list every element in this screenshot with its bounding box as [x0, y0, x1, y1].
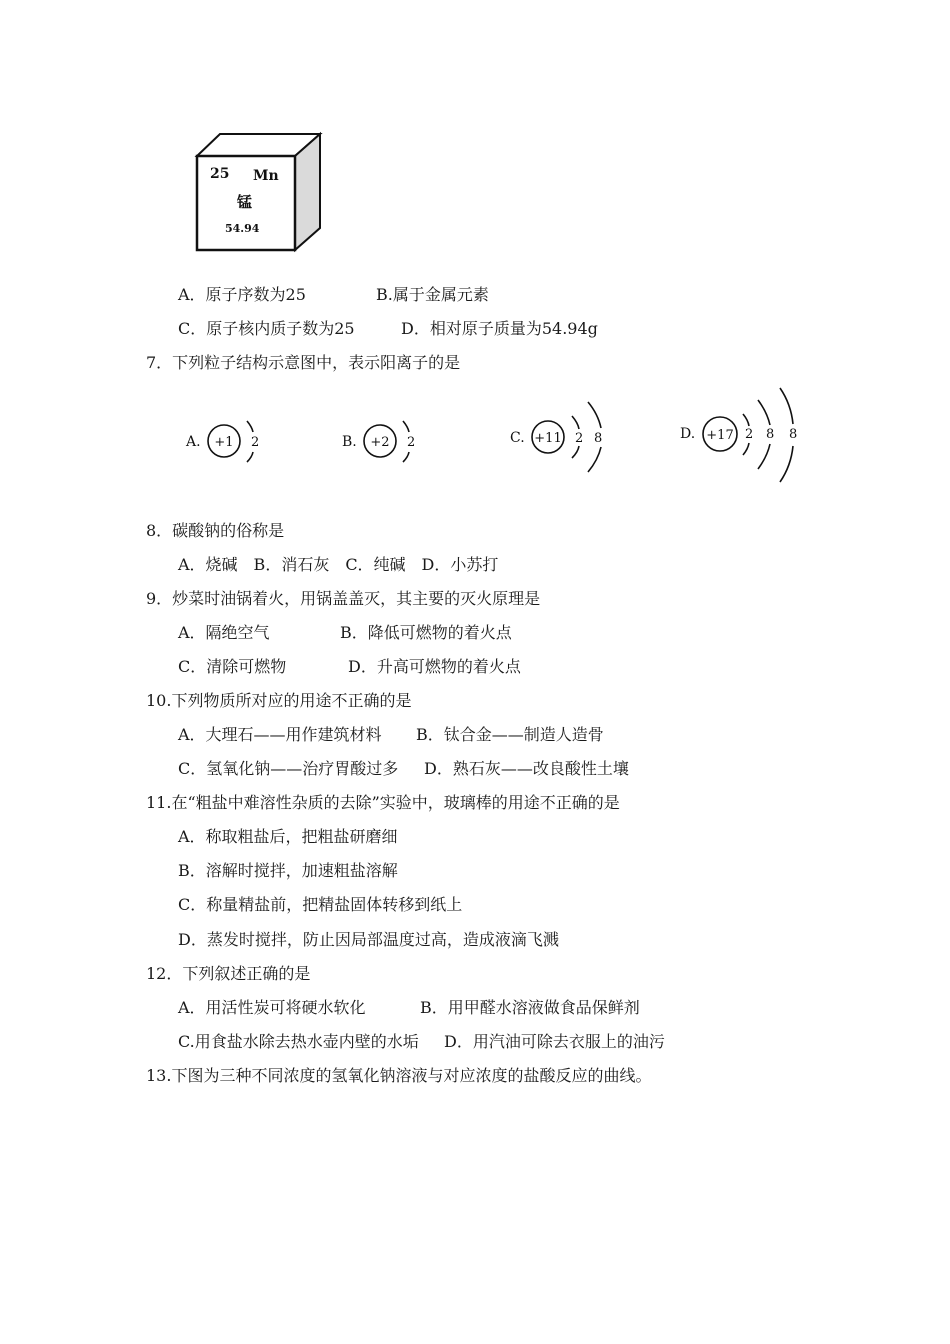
- q12-option-b: B．用甲醛水溶液做食品保鲜剂: [420, 998, 640, 1017]
- element-card-figure: [190, 128, 330, 256]
- q6-option-c: C．原子核内质子数为25: [178, 319, 355, 338]
- q7-diagram-c-shell-1-bottom: [572, 446, 579, 458]
- q7-diagram-b: [340, 410, 430, 472]
- q6-option-a: A．原子序数为25: [178, 285, 306, 304]
- q10-stem: 10.下列物质所对应的用途不正确的是: [146, 691, 412, 710]
- q7-diagram-a-shell-1-top: [247, 421, 253, 432]
- q7-diagram-d-shell-2-top: [758, 400, 770, 425]
- element-symbol: Mn: [253, 168, 279, 184]
- q9-option-a: A．隔绝空气: [178, 623, 270, 642]
- q7-diagram-c-charge: +11: [534, 431, 562, 446]
- q7-diagram-b-charge: +2: [370, 435, 390, 450]
- q12-stem: 12．下列叙述正确的是: [146, 964, 311, 983]
- q10-option-a: A．大理石——用作建筑材料: [178, 725, 382, 744]
- q12-option-a: A．用活性炭可将硬水软化: [178, 998, 366, 1017]
- q7-diagram-d-shell-1-bottom: [743, 443, 749, 455]
- q7-diagram-c-shell-1: 2: [575, 431, 584, 446]
- q7-diagram-d-shell-3-bottom: [780, 446, 793, 482]
- q13-stem: 13.下图为三种不同浓度的氢氧化钠溶液与对应浓度的盐酸反应的曲线。: [146, 1066, 652, 1085]
- q7-stem: 7．下列粒子结构示意图中，表示阳离子的是: [146, 353, 461, 372]
- q11-option-c: C．称量精盐前，把精盐固体转移到纸上: [178, 895, 463, 914]
- q7-diagram-c-label: C.: [510, 430, 525, 446]
- element-mass: 54.94: [225, 222, 260, 235]
- q11-stem: 11.在“粗盐中难溶性杂质的去除”实验中，玻璃棒的用途不正确的是: [146, 793, 620, 812]
- cube-side-face: [295, 134, 320, 250]
- q7-diagram-d: [680, 386, 810, 486]
- q7-diagram-d-shell-2-bottom: [758, 444, 770, 469]
- q8-options: A．烧碱 B．消石灰 C．纯碱 D．小苏打: [178, 555, 499, 574]
- element-atomic-number: 25: [210, 166, 230, 182]
- q7-diagram-b-shell-1-top: [403, 421, 409, 432]
- q12-option-c: C.用食盐水除去热水壶内壁的水垢: [178, 1032, 419, 1051]
- element-name: 锰: [237, 193, 253, 211]
- q7-diagram-b-shell-1-bottom: [403, 452, 409, 462]
- q7-diagram-d-shell-3: 8: [789, 427, 798, 442]
- q12-option-d: D．用汽油可除去衣服上的油污: [444, 1032, 665, 1051]
- q9-option-b: B．降低可燃物的着火点: [340, 623, 512, 642]
- q7-diagram-d-shell-3-top: [780, 388, 793, 424]
- q9-option-d: D．升高可燃物的着火点: [348, 657, 521, 676]
- q9-stem: 9．炒菜时油锅着火，用锅盖盖灭，其主要的灭火原理是: [146, 589, 541, 608]
- q7-diagram-b-label: B.: [342, 434, 357, 450]
- q10-option-c: C．氢氧化钠——治疗胃酸过多: [178, 759, 399, 778]
- q7-diagram-a-shell-1-bottom: [247, 452, 253, 462]
- q7-diagram-a-shell-1: 2: [251, 435, 260, 450]
- q7-diagram-c: [508, 398, 618, 478]
- q11-option-b: B．溶解时搅拌，加速粗盐溶解: [178, 861, 398, 880]
- q9-option-c: C．清除可燃物: [178, 657, 287, 676]
- q7-diagram-c-shell-2: 8: [594, 431, 603, 446]
- q6-option-d: D．相对原子质量为54.94g: [401, 319, 598, 338]
- q7-diagram-b-shell-1: 2: [407, 435, 416, 450]
- q10-option-b: B．钛合金——制造人造骨: [416, 725, 604, 744]
- q7-diagram-d-shell-1: 2: [745, 427, 754, 442]
- q7-diagram-a: [184, 410, 274, 472]
- q7-diagram-c-shell-1-top: [572, 416, 579, 429]
- q7-diagram-a-charge: +1: [214, 435, 234, 450]
- q7-diagram-d-shell-2: 8: [766, 427, 775, 442]
- q7-diagram-d-shell-1-top: [743, 414, 749, 426]
- q7-diagram-c-shell-2-top: [588, 402, 601, 428]
- q11-option-d: D．蒸发时搅拌，防止因局部温度过高，造成液滴飞溅: [178, 930, 559, 949]
- q7-diagram-d-label: D.: [680, 426, 696, 442]
- q10-option-d: D．熟石灰——改良酸性土壤: [424, 759, 629, 778]
- q7-diagram-c-shell-2-bottom: [588, 447, 601, 472]
- q8-stem: 8．碳酸钠的俗称是: [146, 521, 285, 540]
- q7-diagram-d-charge: +17: [706, 428, 734, 443]
- q11-option-a: A．称取粗盐后，把粗盐研磨细: [178, 827, 398, 846]
- q7-diagram-a-label: A.: [186, 434, 201, 450]
- q6-option-b: B.属于金属元素: [376, 285, 489, 304]
